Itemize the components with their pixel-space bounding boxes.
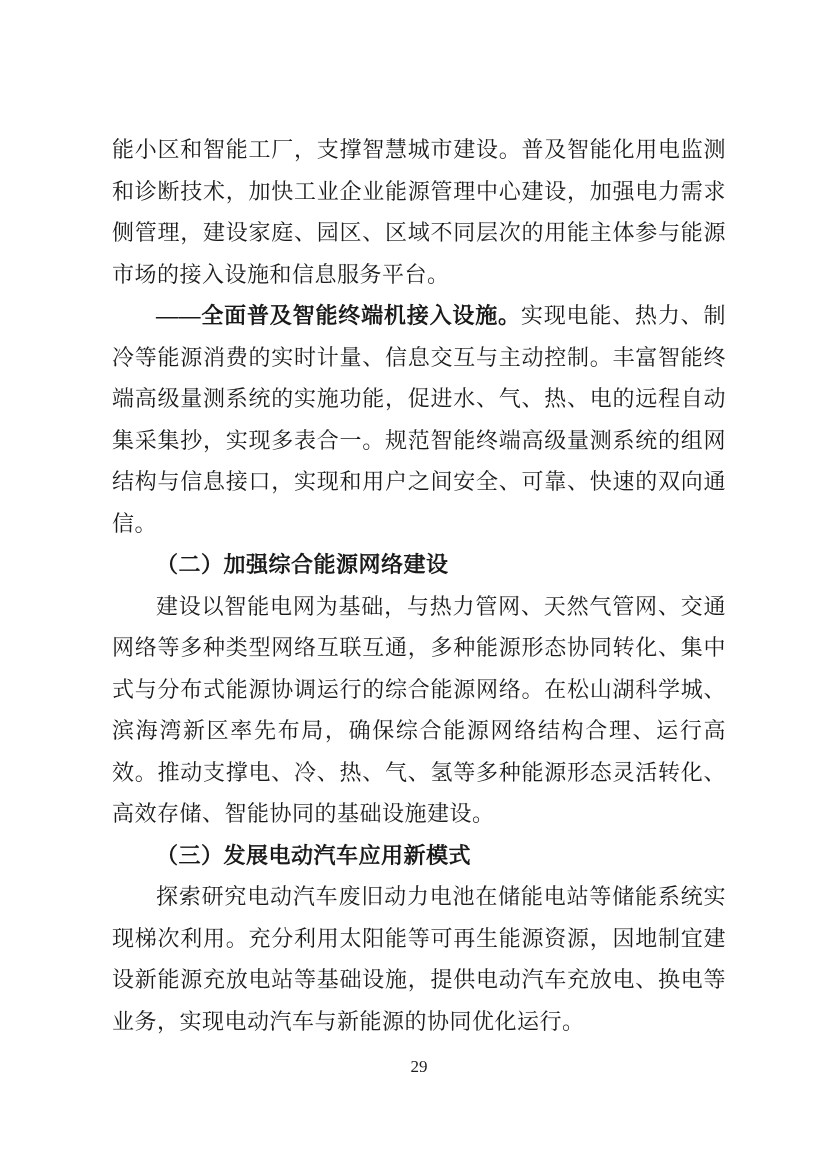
body-paragraph: ——全面普及智能终端机接入设施。实现电能、热力、制冷等能源消费的实时计量、信息交互与主动控制。丰富智能终端高级量测系统的实施功能，促进水、气、热、电的远程自动集采集抄，实现多表合一。规范智能终端高级量测系统的组网结构与信息接口，实现和用户之间安全、可靠、快速的双向通信。 xyxy=(112,303,726,536)
body-paragraph: 能小区和智能工厂，支撑智慧城市建设。普及智能化用电监测和诊断技术，加快工业企业能源管理中心建设，加强电力需求侧管理，建设家庭、园区、区域不同层次的用能主体参与能源市场的接入设施和信息服务平台。 xyxy=(112,137,726,287)
body-paragraph: 探索研究电动汽车废旧动力电池在储能电站等储能系统实现梯次利用。充分利用太阳能等可再生能源资源，因地制宜建设新能源充放电站等基础设施，提供电动汽车充放电、换电等业务，实现电动汽车与新能源的协同优化运行。 xyxy=(112,884,726,1034)
body-paragraph: 建设以智能电网为基础，与热力管网、天然气管网、交通网络等多种类型网络互联互通，多种能源形态协同转化、集中式与分布式能源协调运行的综合能源网络。在松山湖科学城、滨海湾新区率先布局，确保综合能源网络结构合理、运行高效。推动支撑电、冷、热、气、氢等多种能源形态灵活转化、高效存储、智能协同的基础设施建设。 xyxy=(112,593,726,826)
page-number: 29 xyxy=(410,1057,428,1076)
paragraph-lead-bold: ——全面普及智能终端机接入设施。 xyxy=(156,303,521,328)
document-body xyxy=(112,129,726,1042)
section-heading: （二）加强综合能源网络建设 xyxy=(156,552,449,577)
section-heading: （三）发展电动汽车应用新模式 xyxy=(156,842,472,868)
